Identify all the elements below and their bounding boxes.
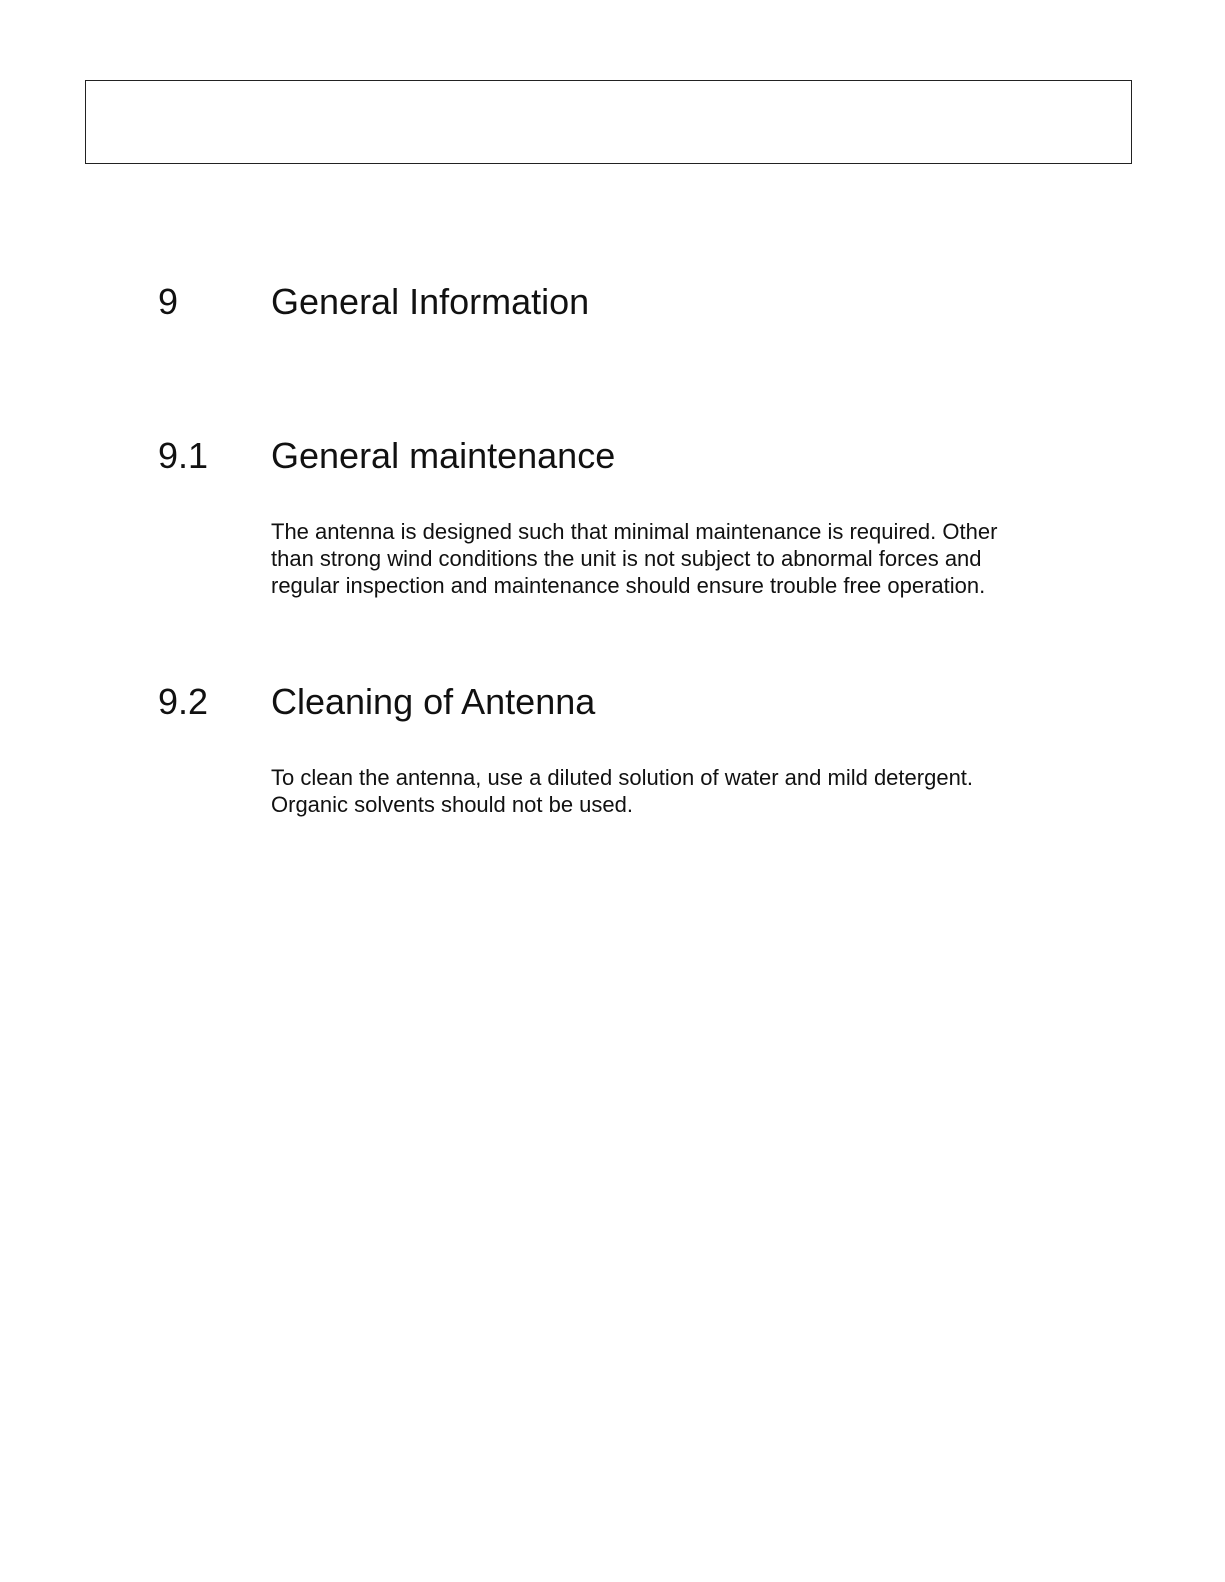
chapter-number: 9: [158, 281, 179, 322]
paragraph-line: To clean the antenna, use a diluted solution of water and mild detergent.: [271, 765, 974, 790]
section-number: 9.1: [158, 435, 209, 476]
section-9-1-paragraph: [271, 518, 1071, 599]
paragraph-line: Organic solvents should not be used.: [271, 792, 634, 817]
paragraph-line: than strong wind conditions the unit is not subject to abnormal forces and: [271, 546, 982, 571]
section-title: General maintenance: [271, 435, 616, 476]
section-number: 9.2: [158, 681, 209, 722]
page-header-box: [85, 80, 1132, 164]
paragraph-line: The antenna is designed such that minimal maintenance is required. Other: [271, 519, 998, 544]
paragraph-line: regular inspection and maintenance should ensure trouble free operation.: [271, 573, 986, 598]
section-title: Cleaning of Antenna: [271, 681, 596, 722]
section-9-2-paragraph: [271, 764, 1071, 818]
chapter-title: General Information: [271, 281, 590, 322]
